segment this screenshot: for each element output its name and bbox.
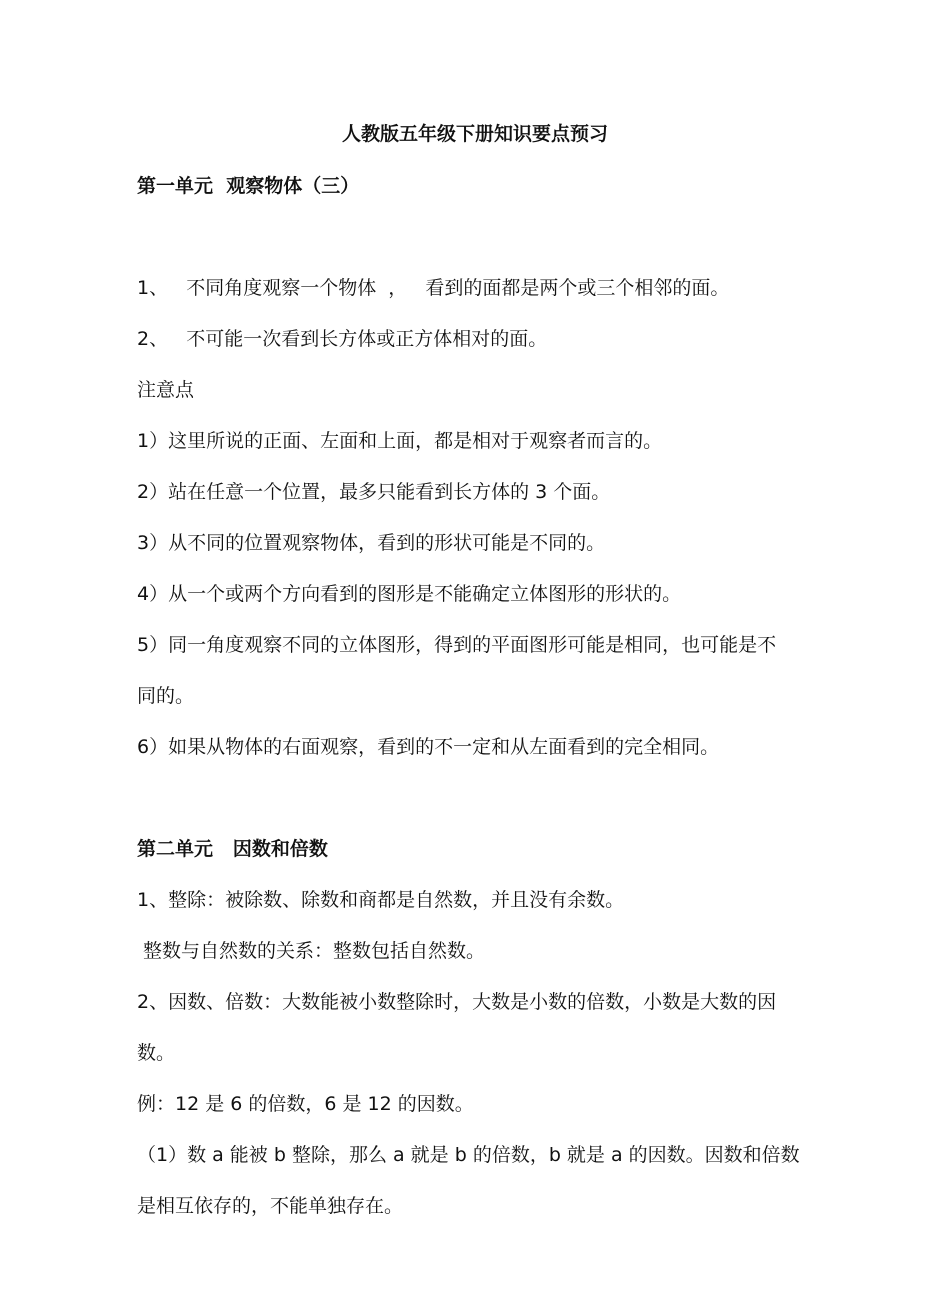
note-item: 3）从不同的位置观察物体，看到的形状可能是不同的。 [137, 532, 606, 554]
note-label: 注意点 [137, 379, 195, 401]
note-item: 6）如果从物体的右面观察，看到的不一定和从左面看到的完全相同。 [137, 736, 720, 758]
unit2-line: 1、整除：被除数、除数和商都是自然数，并且没有余数。 [137, 889, 625, 911]
unit2-line: 整数与自然数的关系：整数包括自然数。 [137, 940, 486, 962]
note-item: 5）同一角度观察不同的立体图形，得到的平面图形可能是相同，也可能是不 [137, 634, 777, 656]
document-title: 人教版五年级下册知识要点预习 [341, 123, 608, 145]
unit2-line-continued: 是相互依存的，不能单独存在。 [137, 1195, 404, 1217]
unit2-line: 2、因数、倍数：大数能被小数整除时，大数是小数的倍数，小数是大数的因 [137, 991, 777, 1013]
note-item: 1）这里所说的正面、左面和上面，都是相对于观察者而言的。 [137, 430, 663, 452]
unit1-point-1: 1、 不同角度观察一个物体 ， 看到的面都是两个或三个相邻的面。 [137, 277, 730, 299]
unit2-heading: 第二单元 因数和倍数 [137, 838, 328, 860]
note-item-continued: 同的。 [137, 685, 195, 707]
note-item: 2）站在任意一个位置，最多只能看到长方体的 3 个面。 [137, 481, 611, 503]
unit2-line-continued: 数。 [137, 1042, 176, 1064]
unit2-example: 例：12 是 6 的倍数，6 是 12 的因数。 [137, 1093, 474, 1115]
note-item: 4）从一个或两个方向看到的图形是不能确定立体图形的形状的。 [137, 583, 682, 605]
unit1-point-2: 2、 不可能一次看到长方体或正方体相对的面。 [137, 328, 548, 350]
unit2-line: （1）数 a 能被 b 整除，那么 a 就是 b 的倍数，b 就是 a 的因数。因数和倍数 [137, 1144, 800, 1166]
unit1-heading: 第一单元 观察物体（三） [137, 175, 360, 197]
